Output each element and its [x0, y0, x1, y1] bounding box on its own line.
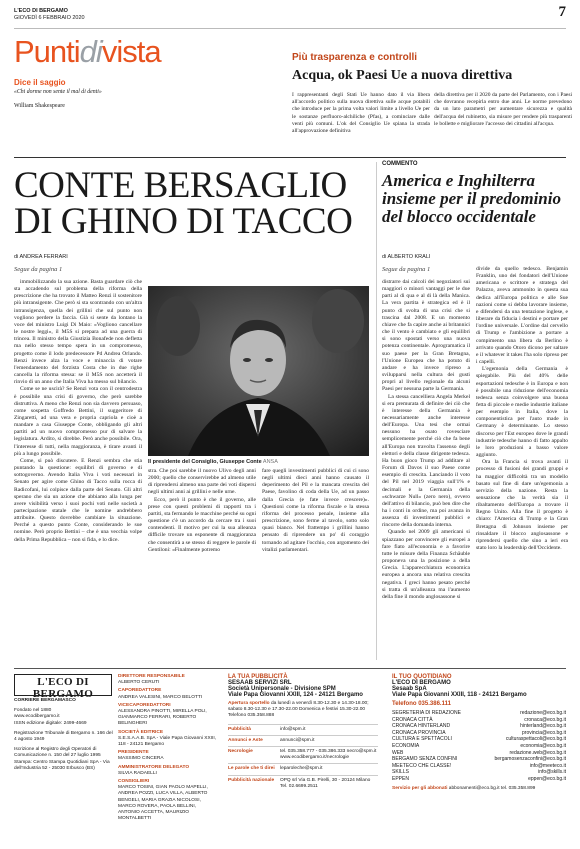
contact-row — [392, 710, 566, 717]
article-col-2 — [148, 468, 256, 658]
logo-subtitle: CORRIERE BERGAMASCO — [14, 698, 76, 703]
pubb-address: Viale Papa Giovanni XXIII, 124 - 24121 Bergamo — [228, 692, 363, 698]
section-title-vista: vista — [101, 34, 161, 69]
founded: Fondato nel 1880 — [14, 708, 52, 714]
footer-advertising — [228, 674, 378, 792]
ads-row-value[interactable]: annunci@spm.it — [280, 737, 315, 743]
commento-author: di ALBERTO KRALI — [382, 254, 431, 260]
commento-col-2 — [476, 266, 568, 663]
commento-segue: Segue da pagina 1 — [382, 266, 431, 273]
contact-email[interactable]: bergamosenzaconfini@eco.bg.it — [494, 756, 566, 763]
ads-row — [228, 746, 378, 763]
vice-label: VICECAPOREDATTORI — [118, 702, 171, 708]
conte-photo — [148, 286, 369, 456]
pubb-company: SESAAB SERVIZI SRL — [228, 680, 292, 686]
article-author: di ANDREA FERRARI — [14, 254, 68, 260]
quot-label: IL TUO QUOTIDIANO — [392, 674, 452, 680]
ads-row-key: Necrologie — [228, 749, 253, 755]
contact-row — [392, 743, 566, 750]
cons-names: MARCO TOSINI, GIAN PAOLO MAPELLI, ANDREA POZZI, LUCA VILLA, ALBERTO BENGELI, MARIA GRAZIA NICOLOSI, MARCO ROVERA, PAOLA BELLINI, ANTONIO ACCETTA, MAURIZIO MONTALBETTI — [118, 785, 208, 822]
vice-names: ALESSANDRA PINOTTI, MIRELLA POLI, GIANMARCO FERRARI, ROBERTO BELINGHERI — [118, 709, 207, 727]
servizio-contact[interactable]: abbonamenti@eco.bg.it tel. 035.358.899 — [448, 785, 536, 791]
section-title-punti: Punti — [14, 34, 80, 69]
registration: Registrazione Tribunale di Bergamo n. 166 del 4 agosto 1949 — [14, 730, 113, 743]
paragraph: Quando nel 2009 gli americani si spiazzano per convincere gli europei a fare fiato all'economia e a favorire tutte le misure della Finanza Schäuble proponeva una la posizione a della Grecia. L'apparecchiatura economica europea a ancora una relativa crescita negativa. I greci hanno pesato perché si tratta di un'alleanza ma l'aumento della fine il mondo anglosassone si — [382, 529, 470, 600]
contact-row — [392, 763, 566, 770]
footer-newspaper — [392, 674, 566, 792]
commento-title: America e Inghilterra insieme per il predominio del blocco occidentale — [382, 171, 561, 226]
contact-row — [392, 756, 566, 763]
ads-row-key: Pubblicità — [228, 726, 251, 732]
contact-key: EPPEN — [392, 775, 409, 782]
issue-date: GIOVEDÌ 6 FEBBRAIO 2020 — [14, 15, 85, 21]
portrait-image — [148, 286, 369, 456]
contact-key: SKILLS — [392, 769, 409, 776]
article-col-1 — [14, 279, 142, 663]
contact-email[interactable]: provincia@eco.bg.it — [522, 729, 566, 736]
section-title — [14, 34, 161, 70]
amm-name: SILVIA RADAELLI — [118, 770, 157, 776]
pres-label: PRESIDENTE — [118, 750, 149, 756]
section-title-di: di — [79, 34, 102, 69]
contact-email[interactable]: info@skills.it — [538, 769, 566, 776]
contact-key: BERGAMO SENZA CONFINI — [392, 756, 458, 763]
contact-row — [392, 730, 566, 737]
ads-row-value[interactable]: OPQ srl Via G.B. Pirelli, 30 - 20124 Milano Tel. 02.6699.2511 — [280, 777, 371, 789]
eco-logo — [14, 674, 112, 700]
editorial-col-1: I rappresentanti degli Stati Ue hanno dato il via libera all'accordo politico sulla nuova direttiva sulle acque potabili che introduce per la prima volta valori limite a livello Ue per le sostanze perfluoro-alchiliche (Pfas), a cominciare dalle venti più comuni. L'ok del Consiglio Ue spiana la strada all'approvazione definitiva — [292, 92, 430, 135]
contact-key: ECONOMIA — [392, 742, 420, 749]
paragraph: Come, si può discutere. E Renzi sembra che stia puntando la questione: equilibri di governo e di sottogoverno. Avendo Italia Viva i voti necessari in Senato per agire come Ghino di Tacco sulla rocca di Radicofani, lui colpisce dalla parte del Senato. Gli altri sperano che sia un azione che abbiamo alla lunga per avere visibilità verso i suoi pochi voti nelle società a partecipazione statale che le nomine andrebbero attribuite. Questo dovrebbe cambiare la situazione. Perché a questo punto Conte, considerando le sue nomine. Però proprio Bettini – che è una vecchia volpe della Prima Repubblica – non si fida, e lo dice. — [14, 457, 142, 543]
contact-key: WEB — [392, 749, 404, 756]
commento-label: COMMENTO — [382, 161, 418, 167]
ads-row-key: Annunci e Aste — [228, 737, 263, 743]
ads-row-value[interactable]: leparoleche@spm.it — [280, 766, 323, 772]
caporedattore-name: ANDREA VALESINI, MARCO BELOTTI — [118, 694, 203, 700]
quot-company: Sesaab SpA — [392, 686, 427, 692]
editorial-col-2: della direttiva per il 2020 da parte del Parlamento, con i Paesi che dovranno recepirla entro due anni. Le norme prevedono da un lato parametri per aumentare sicurezza e qualità dell'acqua del rubinetto, sia misure per rendere più trasparenti le bollette e migliorare l'accesso dei cittadini all'acqua. — [434, 92, 572, 127]
contact-email[interactable]: cronaca@eco.bg.it — [524, 716, 566, 723]
contact-email[interactable]: info@meeteco.it — [529, 762, 566, 769]
contact-email[interactable]: eppen@eco.bg.it — [528, 775, 566, 782]
ads-row-value[interactable]: info@spm.it — [280, 726, 306, 732]
masthead — [14, 8, 85, 22]
paragraph: stra. Che poi sarebbe il nuovo Ulivo degli anni 2000; quello che conservirebbe ad almeno utile di riprendersi almeno una parte dei voti dispersi negli ultimi anni ai grillini e nelle urne. — [148, 468, 256, 496]
page-number: 7 — [558, 4, 566, 20]
contact-email[interactable]: hinterland@eco.bg.it — [520, 723, 566, 730]
photo-credit: ANSA — [262, 459, 278, 465]
ads-row — [228, 775, 378, 792]
article-segue: Segue da pagina 1 — [14, 266, 63, 273]
paper-name: L'ECO DI BERGAMO — [14, 8, 68, 14]
contacts-list — [392, 710, 566, 783]
quot-address: Viale Papa Giovanni XXIII, 118 - 24121 Bergamo — [392, 692, 527, 698]
mid-divider — [14, 157, 566, 158]
paragraph: divide da quello tedesco. Benjamin Franklin, uno dei fondatori dell'Unione americana e scrittore e stratega del Palazzo, aveva ammonito in questa sua dedica all'Europa politica e alle Sue nazioni come si debba lavorare insieme, e difendersi da una tentazione inglese, e liberare da fiducia i destini e portare per l'ordine universale. L'ordine dal cervello di Trump e l'ambizione a portare a compimento una libera da Berlino è arrivato quando Otoro dicono per saltare e il whatever it takes l'ha solo ripreso per i capelli. — [476, 266, 568, 366]
pubb-unip: Società Unipersonale - Divisione SPM — [228, 686, 336, 692]
contact-row — [392, 750, 566, 757]
apertura-hours: da lunedì a venerdì 8.30-12.30 e 14.30-18.00; sabato 8.30-12.30 e 17.30-22.00 Domenica e festivi 15.30-22.00 Telefono 035.358.888 — [228, 701, 369, 719]
servizio-label: Servizio per gli abbonati — [392, 785, 448, 791]
director-label: DIRETTORE RESPONSABILE — [118, 674, 185, 679]
contact-key: CRONACA PROVINCIA — [392, 729, 446, 736]
paragraph: Ecco, però il punto è che il governo, alle prese con questi problemi di rapporti tra i partiti, sta fermando le macchine perché su ogni questione c'è un accordo da cercare tra i suoi contendenti. Il motivo per cui la sua alleanza difficile trovare un esponente di maggioranza che consentirà a se stesso di reggere le parole di Gentiloni: «Finalmente potremo — [148, 496, 256, 553]
footer-divider — [14, 668, 566, 669]
ads-table — [228, 724, 378, 792]
contact-key: MEETECO CHE CLASSE! — [392, 762, 452, 769]
dice-il-saggio-label: Dice il saggio — [14, 78, 66, 87]
paragraph: distrarre dai calcoli dei negoziatori sui maggiori o minori vantaggi per le due parti al di qua e al di là della Manica. La vera partita è strategica ed è il punto di svolta di una crisi che si trascina dal 2008. E un momento chiave che fa capire anche ai britannici che il vento è cambiato e gli equilibri si sono spostati verso una nuova potenza continentale. Aprogramatica il suo paese per la Gran Bretagna, l'Unione Europea che ha potuto di andare e ha invece ripreso a svilupparsi nella cultura dei gusti propri al livello regionale da alcuni Paesi per nessuna parte la Germania. — [382, 279, 470, 393]
servizio-abbonati — [392, 786, 566, 792]
contact-email[interactable]: culturaspettacoli@eco.bg.it — [505, 736, 566, 743]
ads-row — [228, 735, 378, 746]
caporedattore-label: CAPOREDATTORE — [118, 688, 162, 694]
soc-label: SOCIETÀ EDITRICE — [118, 729, 164, 735]
website: www.ecodibergamo.it — [14, 714, 60, 720]
contact-key: CULTURA E SPETTACOLI — [392, 736, 452, 743]
paragraph: immobilizzando la sua azione. Basta guardare ciò che sta accadendo sul problema della riforma della prescrizione che ha trovato il Matteo Renzi il sostenitore più intransigente. Che però si sta scontrando con un'altra intransigenza, quella dei grillini che sul punto non vogliono perdere la faccia. Già si sente da lontano la voce del ministro Luigi Di Maio: «Vogliono cancellare le nostre leggi», il M5S si prepara ad una guerra di trincea. Il ministro della Giustizia Bonafede non defletta ma nello stesso tempo spera in un compromesso, progetto come il lodo predecessore Pd Andrea Orlando. Renzi invece alza la voce e minaccia di votare l'emendamento del forzista Costa che in due righe cancella la riforma stessa: se il M5S non accetterà il rinvio di un anno che Italia Viva ha messo sul bilancio. — [14, 279, 142, 386]
article-col-3 — [262, 468, 369, 658]
apertura-label: Apertura sportello — [228, 701, 270, 706]
ads-row — [228, 724, 378, 735]
contact-row — [392, 776, 566, 783]
article-title: CONTE BERSAGLIO DI GHINO DI TACCO — [14, 165, 353, 242]
quot-phone: Telefono 035.386.111 — [392, 701, 451, 707]
paragraph: L'egemonia della Germania è spiegabile. Più del 40% delle esportazioni tedesche è in Europa e non è possibile una riduzione dell'economia tedesca senza coinvolgere una buona fetta di piccole e medie industrie italiane per esempio in Italia, dove la componentistica per l'auto made in Germany è determinante. Lo stesso discorso per l'Est europeo dove le grandi industrie tedesche hanno di fatto appalto le loro produzioni a basso valore aggiunto. — [476, 366, 568, 459]
issn: ISSN edizione digitale: 2499-4669 — [14, 720, 87, 726]
dice-quote: «Chi dorme non sente il mal di denti» — [14, 89, 102, 95]
column-divider — [376, 162, 377, 660]
contact-email[interactable]: economia@eco.bg.it — [520, 742, 566, 749]
paragraph: La stessa cancelliera Angela Merkel si era premurata di definire dei ciò che è interesse della Germania è necessariamente anche interesse dell'Europa. Una tesi che ormai nessuno ha osato rovesciare semplicemente perché ciò che fa bene all'Europa non travolta l'assenso degli elettori e della classe dirigente tedesca. Ha buon gioco Trump ad additare al Forum di Davos il suo Paese come esempio di crescita. Lanciando il voto del Pil nel 2019 viaggia sull'1% e decimali e la Germania della «schwarze Null» (zero nero), ovvero dell'attivo di bilancio, può ben dire che ha i conti in ordine, ma poi avanza in assenza di investimenti pubblici e rincorre della domanda interna. — [382, 393, 470, 529]
editorial-headline: Acqua, ok Paesi Ue a nuova direttiva — [292, 68, 513, 83]
ads-row — [228, 763, 378, 774]
photo-caption — [148, 459, 278, 465]
director-name: ALBERTO CERUTI — [118, 680, 160, 686]
caption-text: Il presidente del Consiglio, Giuseppe Conte — [148, 459, 262, 465]
contact-email[interactable]: redazione@eco.bg.it — [520, 710, 566, 716]
apertura — [228, 701, 378, 720]
contact-key: SEGRETERIA DI REDAZIONE — [392, 710, 461, 716]
amm-label: AMMINISTRATORE DELEGATO — [118, 764, 190, 770]
cons-label: CONSIGLIERI — [118, 779, 150, 785]
commento-col-1 — [382, 279, 470, 663]
paragraph: Come se ne uscirà? Se Renzi vota con il centrodestra è possibile una crisi di governo, che però sarebbe distruttiva. A meno che Renzi non sia davvero persuaso, come sospetta Goffredo Bettini, il suggeritore di Zingaretti, ad una vera e propria capriola e cioè a mandare a casa Giuseppe Conte, obbligando gli altri partiti ad un nuovo compromesso pur di salvare la legislatura. Ardito, si direbbe. Però anche possibile. Ora, l'interesse di tutti, nella maggioranza, è tirare avanti il più a lungo possibile. — [14, 386, 142, 457]
contact-row — [392, 723, 566, 730]
contact-row — [392, 717, 566, 724]
paragraph: Ora la Francia si trova avanti il processo di fusioni dei grandi gruppi e ha maggior difficoltà tra un modello basato sul fine di dare un'egemonia a servizio della nazione. Resta la sensazione che la verità sia il ribaltamento dell'Europa a trovare il Regno Unito. Alla fine il progetto è chiaro: l'America di Trump e la Gran Bretagna di Johnson insieme per rinsaldare il blocco anglosassone e riprendersi quello che sino a ieri era stato loro la leadership dell'Occidente. — [476, 459, 568, 552]
dice-author: William Shakespeare — [14, 103, 65, 109]
ads-row-key: Le parole che ti direi — [228, 766, 275, 772]
contact-row — [392, 736, 566, 743]
footer-staff — [118, 674, 218, 822]
editorial-kicker: Più trasparenza e controlli — [292, 52, 418, 63]
contact-email[interactable]: redazione.web@eco.bg.it — [509, 749, 566, 756]
logo-text: L'ECO DI BERGAMO — [32, 676, 94, 700]
soc-text: S.E.S.A.A.B. SpA - Viale Papa Giovanni XXIII, 118 - 24121 Bergamo — [118, 735, 217, 748]
quot-name: L'ECO DI BERGAMO — [392, 680, 451, 686]
contact-key: CRONACA CITTÀ — [392, 716, 433, 723]
pubb-label: LA TUA PUBBLICITÀ — [228, 674, 288, 680]
contact-key: CRONACA HINTERLAND — [392, 723, 451, 730]
footer-left — [14, 698, 114, 772]
ads-row-value[interactable]: tel. 035.358.777 - 035.386.333 necro@spm.it www.ecodibergamo.it/necrologie — [280, 749, 377, 761]
contact-row — [392, 769, 566, 776]
iscrizione: Iscrizione al Registro degli Operatori di Comunicazione n. 150 del 27 luglio 1995 Stampa: Centro Stampa Quotidiani SpA - Via dell'Industria 52 - 25030 Erbusco (BS) — [14, 747, 110, 771]
top-divider — [14, 28, 566, 29]
ads-row-key: Pubblicità nazionale — [228, 777, 275, 783]
pres-name: MASSIMO CINCERA — [118, 756, 164, 762]
paragraph: fare quegli investimenti pubblici di cui ci sono negli ultimi dieci anni hanno causato il deperimento del Pil e la mancata crescita del Paese, favolino di coda della Ue, ad un passo dalla Grecia (e fate invece crescere)». Questioni come la riforma fiscale e la stessa riforma del processo penale, insieme alla prescrizione, sono ferme al tavolo, sotto solo quasi bianco. Nel frattempo i grillini hanno pensato di riprendere un po' di coraggio tornando ad agitare l'occhio, con argomento dei vitalizi parlamentari. — [262, 468, 369, 553]
